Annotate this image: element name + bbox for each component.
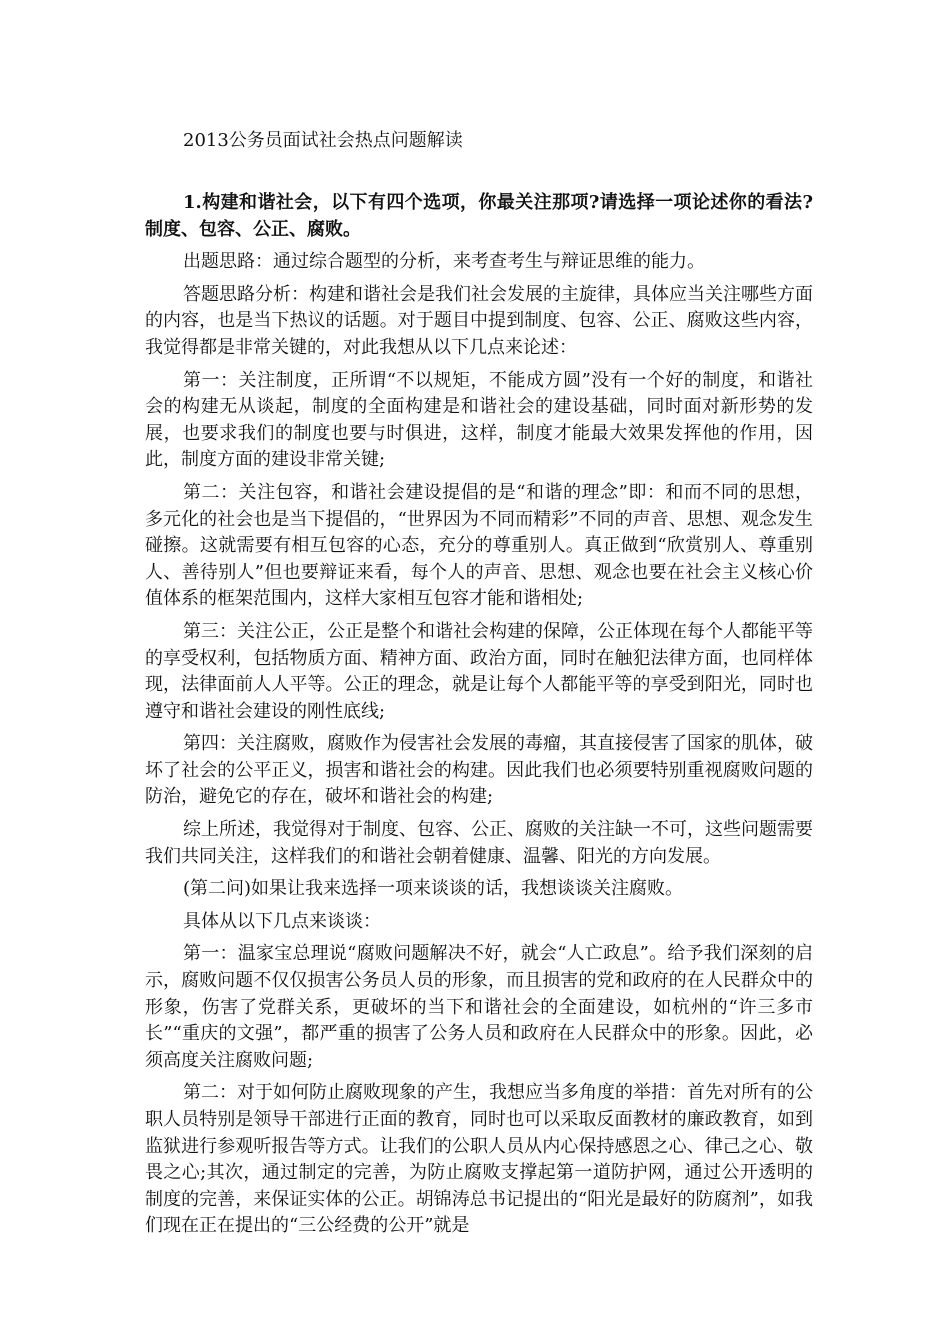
document-title: 2013公务员面试社会热点问题解读: [183, 130, 463, 151]
paragraph-approach: 出题思路：通过综合题型的分析，来考查考生与辩证思维的能力。: [183, 251, 705, 273]
paragraph-point-two: 第二：对于如何防止腐败现象的产生，我想应当多角度的举措：首先对所有的公职人员特别是领导干部进行正面的教育，同时也可以采取反面教材的廉政教育，如到监狱进行参观听报告等方式。让我们的公职人员从内心保持感恩之心、律己之心、敬畏之心;其次，通过制定的完善，为防止腐败支撑起第一道防护网，通过公开透明的制度的完善，来保证实体的公正。胡锦涛总书记提出的“阳光是最好的防腐剂”，如我们现在正在提出的“三公经费的公开”就是: [145, 1082, 813, 1237]
paragraph-point-one: 第一：温家宝总理说“腐败问题解决不好，就会“人亡政息”。给予我们深刻的启示，腐败问题不仅仅损害公务员人员的形象，而且损害的党和政府的在人民群众中的形象，伤害了党群关系，更破坏的当下和谐社会的全面建设，如杭州的“许三多市长”“重庆的文强”，都严重的损害了公务人员和政府在人民群众中的形象。因此，必须高度关注腐败问题;: [145, 943, 813, 1071]
paragraph-justice: 第三：关注公正，公正是整个和谐社会构建的保障，公正体现在每个人都能平等的享受权利，包括物质方面、精神方面、政治方面，同时在触犯法律方面，也同样体现，法律面前人人平等。公正的理念，就是让每个人都能平等的享受到阳光，同时也遵守和谐社会建设的刚性底线;: [145, 620, 813, 722]
paragraph-analysis: 答题思路分析：构建和谐社会是我们社会发展的主旋律，具体应当关注哪些方面的内容，也是当下热议的话题。对于题目中提到制度、包容、公正、腐败这些内容，我觉得都是非常关键的，对此我想从以下几点来论述：: [145, 283, 813, 358]
paragraph-second-question: (第二问)如果让我来选择一项来谈谈的话，我想谈谈关注腐败。: [183, 878, 684, 900]
document-page: [145, 128, 813, 1246]
paragraph-corruption: 第四：关注腐败，腐败作为侵害社会发展的毒瘤，其直接侵害了国家的肌体，破坏了社会的公平正义，损害和谐社会的构建。因此我们也必须要特别重视腐败问题的防治，避免它的存在，破坏和谐社会的构建;: [145, 733, 813, 808]
paragraph-summary: 综上所述，我觉得对于制度、包容、公正、腐败的关注缺一不可，这些问题需要我们共同关注，这样我们的和谐社会朝着健康、温馨、阳光的方向发展。: [145, 819, 813, 867]
question-heading: 1.构建和谐社会，以下有四个选项，你最关注那项?请选择一项论述你的看法?制度、包容、公正、腐败。: [145, 192, 813, 240]
paragraph-points-intro: 具体从以下几点来谈谈：: [183, 910, 381, 932]
paragraph-system: 第一：关注制度，正所谓“不以规矩，不能成方圆”没有一个好的制度，和谐社会的构建无从谈起，制度的全面构建是和谐社会的建设基础，同时面对新形势的发展，也要求我们的制度也要与时俱进，这样，制度才能最大效果发挥他的作用，因此，制度方面的建设非常关键;: [145, 369, 813, 471]
paragraph-tolerance: 第二：关注包容，和谐社会建设提倡的是“和谐的理念”即：和而不同的思想，多元化的社会也是当下提倡的，“世界因为不同而精彩”不同的声音、思想、观念发生碰擦。这就需要有相互包容的心态，充分的尊重别人。真正做到“欣赏别人、尊重别人、善待别人”但也要辩证来看，每个人的声音、思想、观念也要在社会主义核心价值体系的框架范围内，这样大家相互包容才能和谐相处;: [145, 481, 813, 610]
